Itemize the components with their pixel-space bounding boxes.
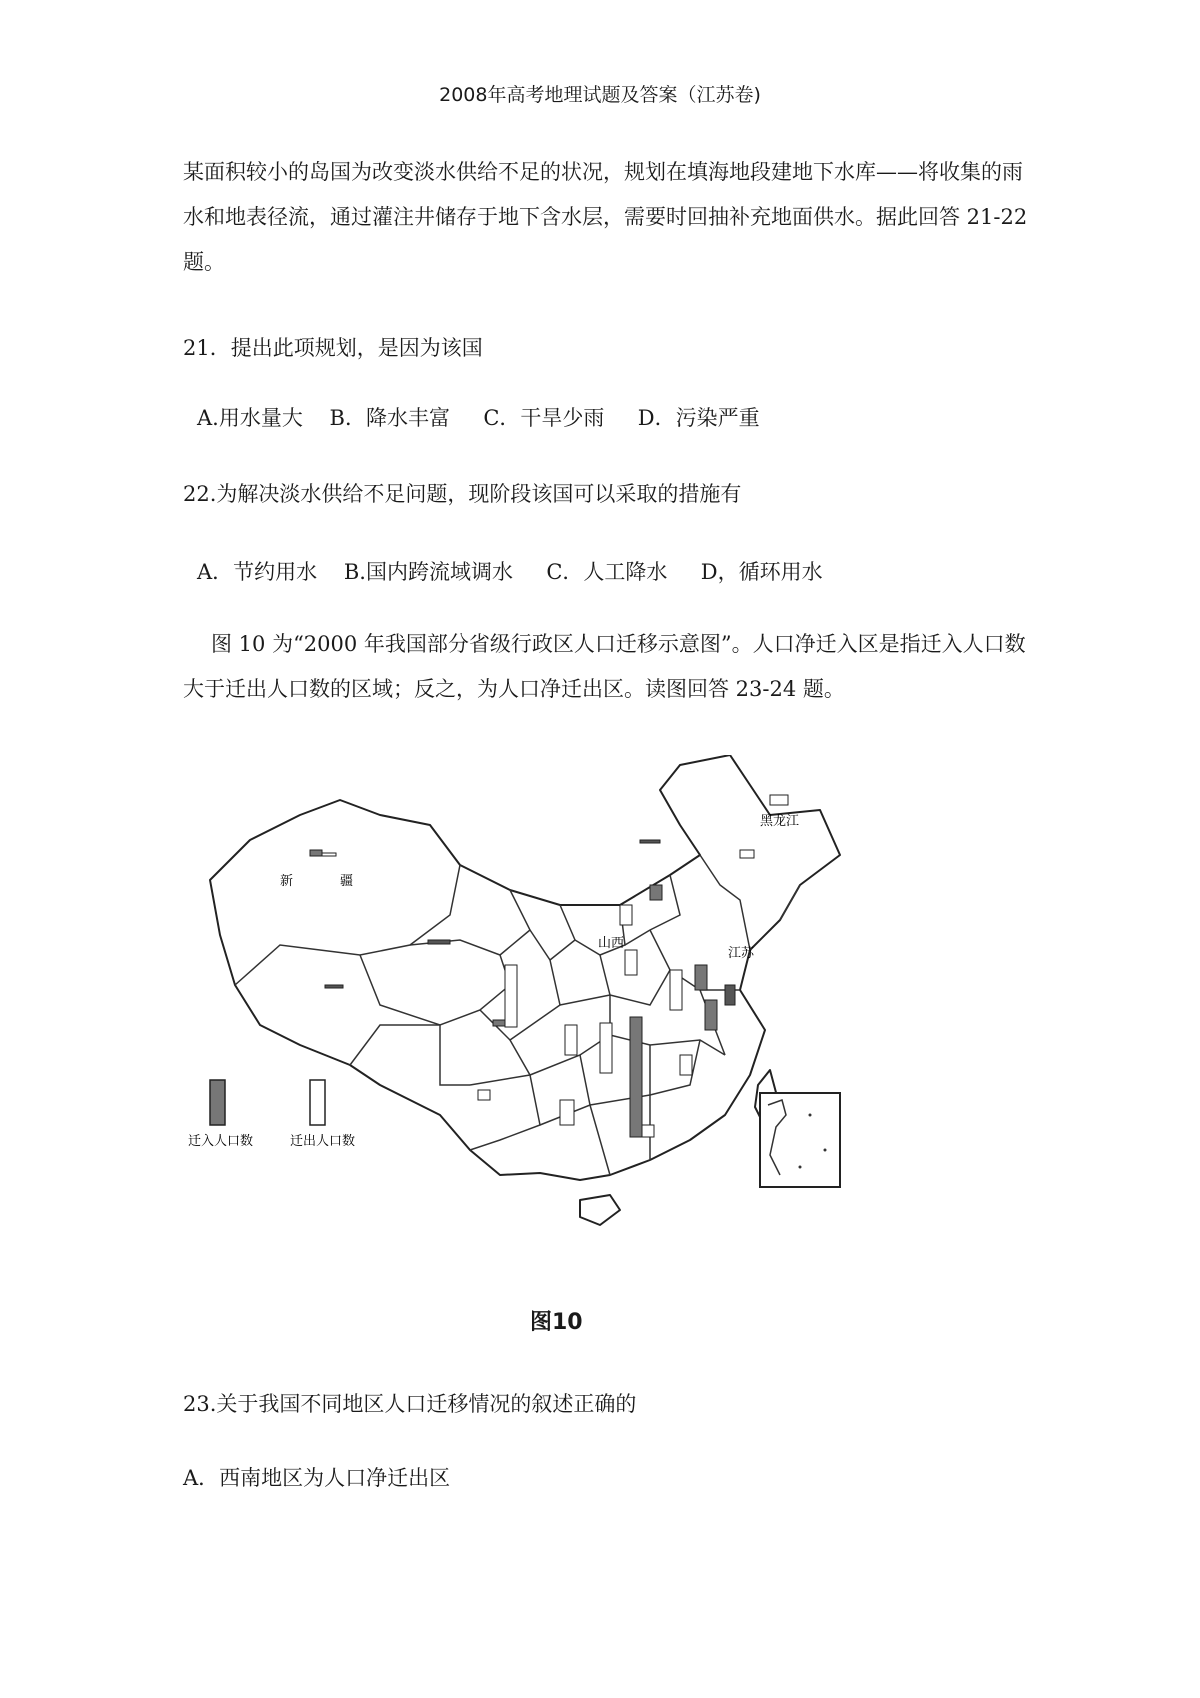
- bar-in-xinjiang: [310, 850, 322, 856]
- bar-out-sichuan: [505, 965, 517, 1027]
- bar-out-yunnan: [478, 1090, 490, 1100]
- bar-out-guizhou: [565, 1025, 577, 1055]
- intro-paragraph: 某面积较小的岛国为改变淡水供给不足的状况，规划在填海地段建地下水库——将收集的雨水和地表径流，通过灌注井储存于地下含水层，需要时回抽补充地面供水。据此回答 21-22 题。: [183, 160, 1028, 274]
- legend-out-label: 迁出人口数: [290, 1134, 356, 1149]
- label-heilongjiang: 黑龙江: [760, 814, 800, 829]
- legend-in-label: 迁入人口数: [188, 1134, 254, 1149]
- bar-in-qinghai: [428, 940, 450, 944]
- question-21-options: A.用水量大 B．降水丰富 C．干旱少雨 D．污染严重: [197, 406, 760, 430]
- bar-out-guangxi: [560, 1100, 574, 1125]
- label-shanxi: 山西: [598, 936, 625, 951]
- bar-out-xinjiang: [322, 853, 336, 856]
- china-migration-map: [180, 755, 940, 1335]
- bar-out-heilongjiang: [770, 795, 788, 805]
- bar-out-hunan: [600, 1023, 612, 1073]
- china-outline: [210, 755, 840, 1180]
- page-title: 2008年高考地理试题及答案（江苏卷): [439, 84, 761, 106]
- question-23-option-a: A．西南地区为人口净迁出区: [183, 1466, 451, 1490]
- bar-out-jilin: [740, 850, 754, 858]
- hainan-island: [580, 1195, 620, 1225]
- question-21-stem: 21．提出此项规划，是因为该国: [183, 336, 483, 360]
- legend-out-swatch: [310, 1080, 325, 1125]
- label-jiangsu: 江苏: [728, 946, 755, 961]
- question-22-stem: 22.为解决淡水供给不足问题，现阶段该国可以采取的措施有: [183, 482, 742, 506]
- figure-intro-paragraph: 图 10 为“2000 年我国部分省级行政区人口迁移示意图”。人口净迁入区是指迁入人口数大于迁出人口数的区域；反之，为人口净迁出区。读图回答 23-24 题。: [183, 632, 1026, 701]
- bar-out-anhui: [670, 970, 682, 1010]
- bar-in-sichuan: [493, 1020, 505, 1026]
- bar-in-shanghai: [725, 985, 735, 1005]
- bar-in-neimenggu: [640, 840, 660, 843]
- label-xinjiang-2: 疆: [340, 874, 354, 889]
- bar-in-jiangsu: [695, 965, 707, 990]
- question-22-options: A．节约用水 B.国内跨流域调水 C．人工降水 D，循环用水: [197, 560, 823, 584]
- bar-out-henan: [625, 950, 637, 975]
- bar-out-shanxi: [620, 905, 632, 925]
- question-23-stem: 23.关于我国不同地区人口迁移情况的叙述正确的: [183, 1392, 637, 1416]
- bar-in-beijing: [650, 885, 662, 900]
- south-china-sea-inset: [760, 1093, 840, 1187]
- bar-out-guangdong: [642, 1125, 654, 1137]
- bar-in-zhejiang: [705, 1000, 717, 1030]
- legend-in-swatch: [210, 1080, 225, 1125]
- bar-in-guangdong: [630, 1017, 642, 1137]
- bar-out-jiangxi: [680, 1055, 692, 1075]
- bar-in-tibet: [325, 985, 343, 988]
- label-xinjiang-1: 新: [280, 874, 294, 889]
- figure-caption: 图10: [530, 1310, 583, 1335]
